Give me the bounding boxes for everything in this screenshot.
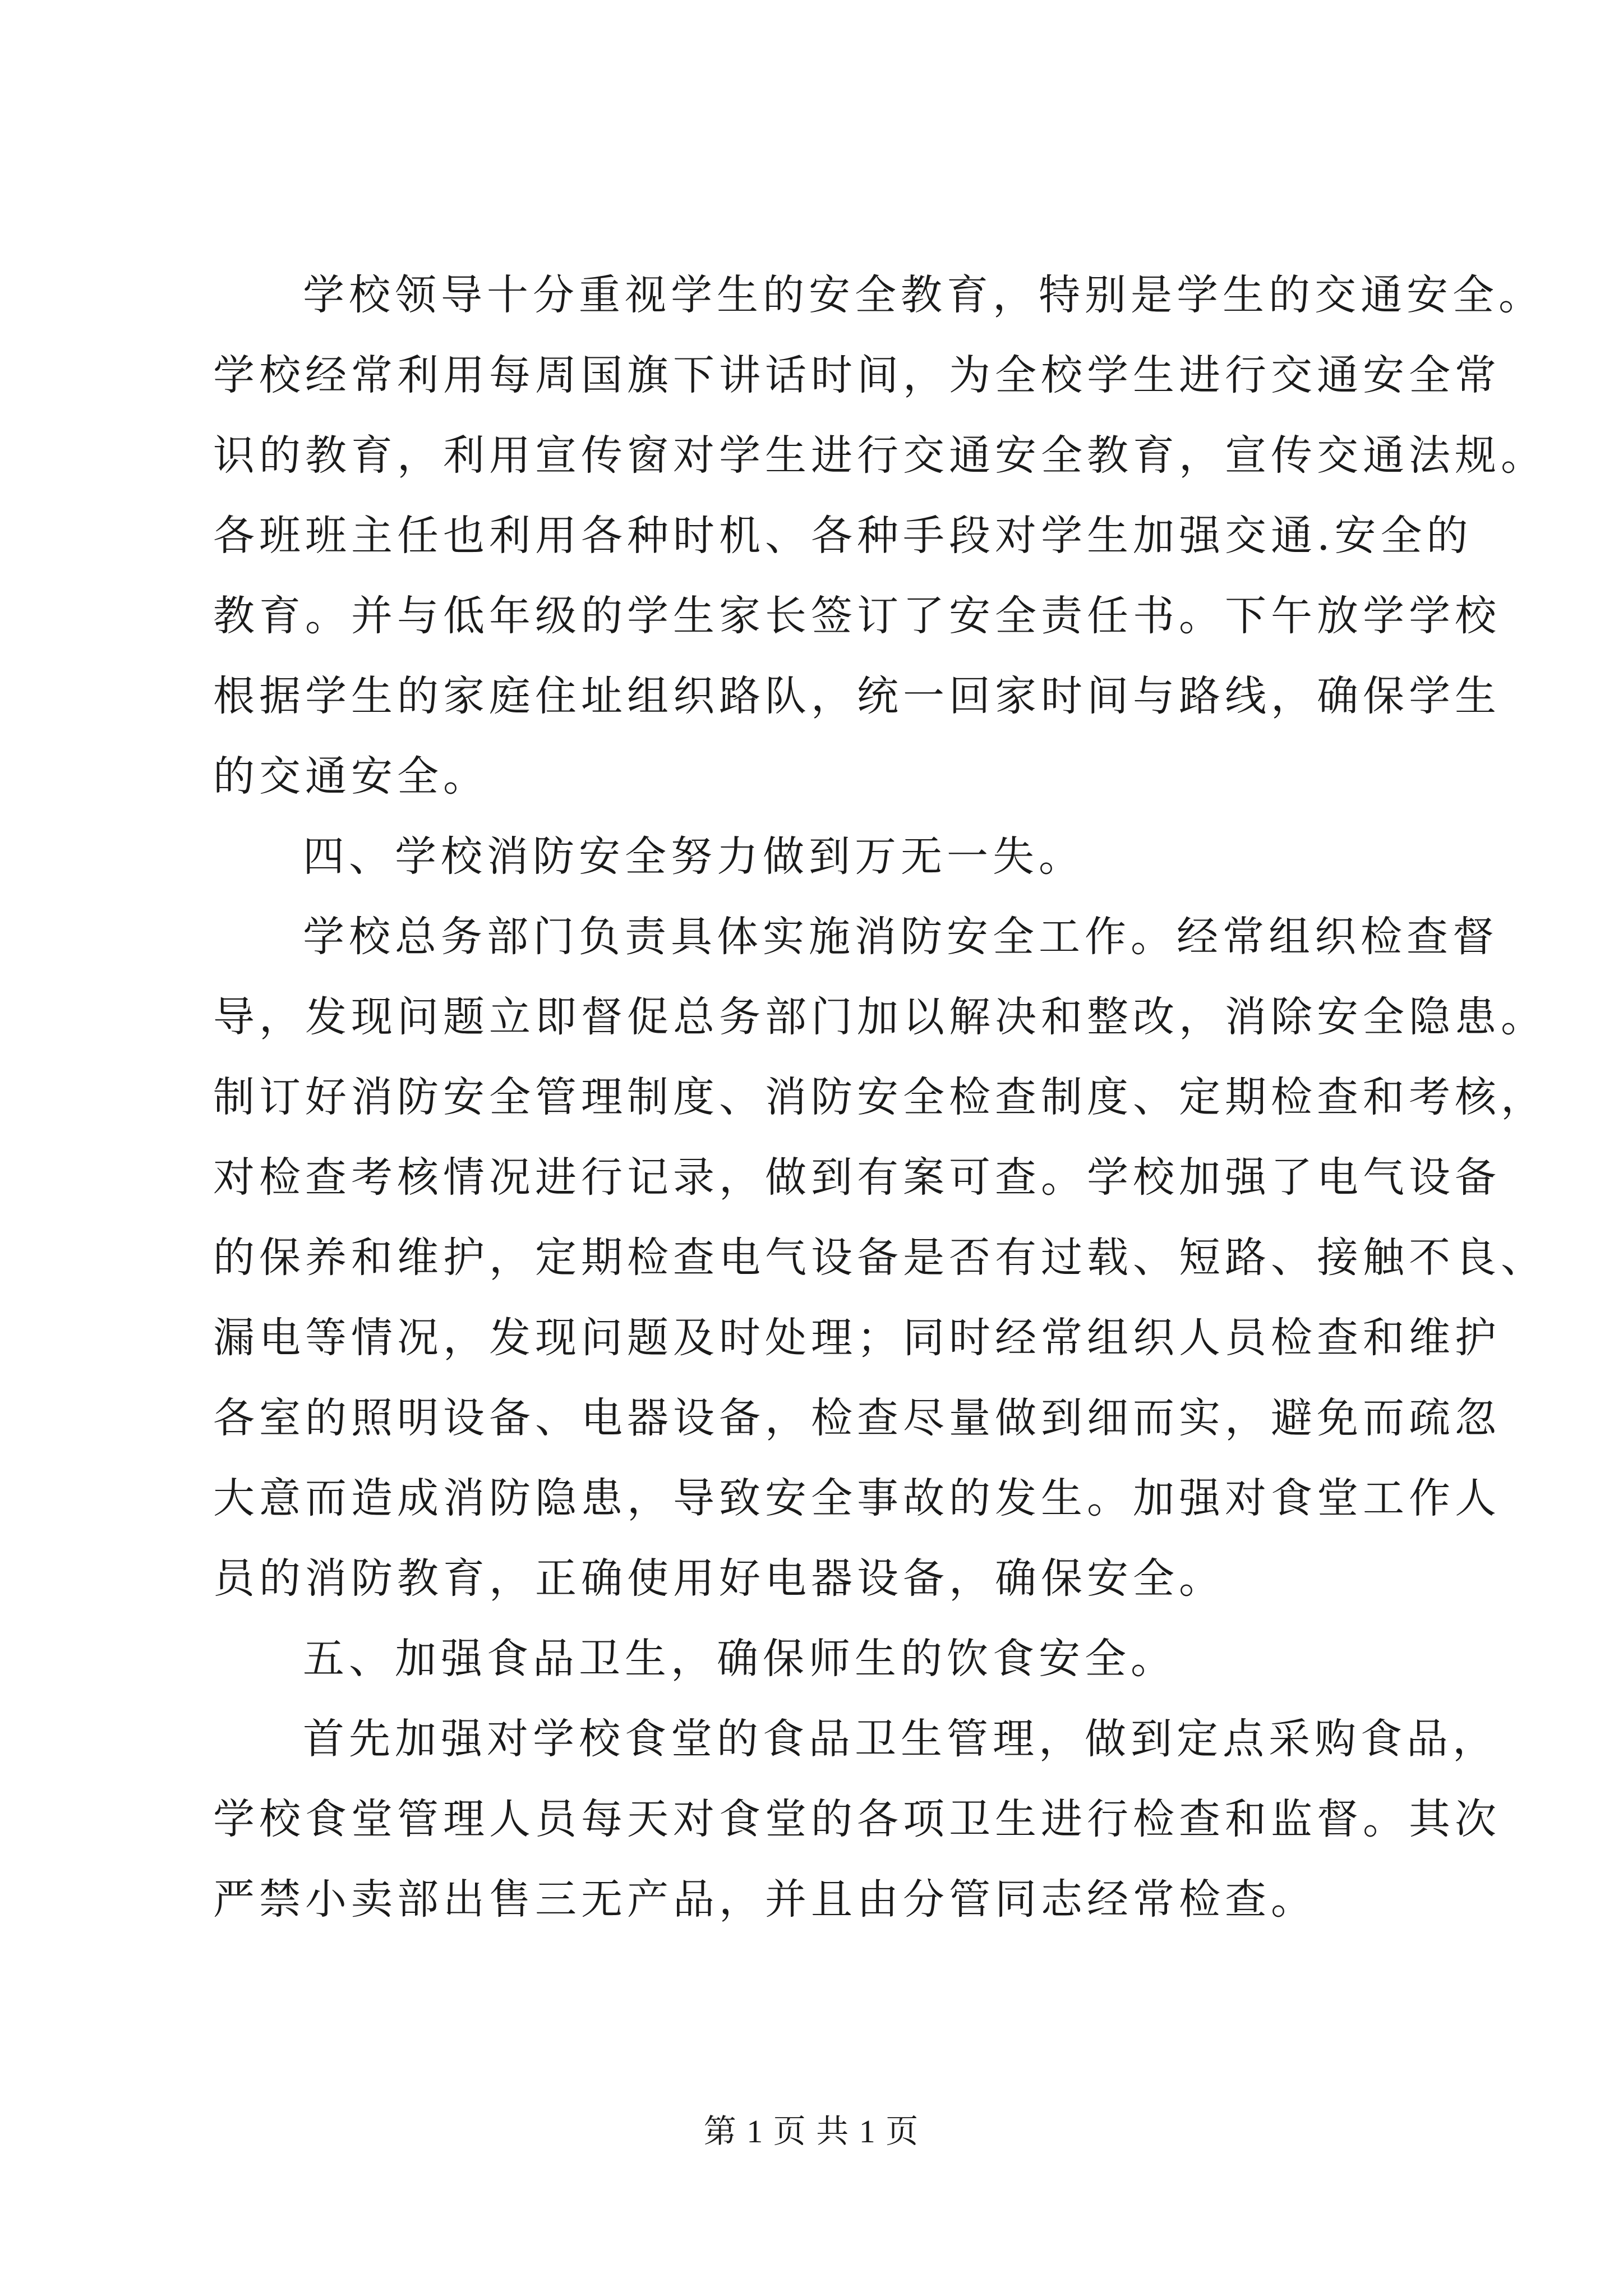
document-body: [213, 255, 1547, 1940]
paragraph-line: 对检查考核情况进行记录，做到有案可查。学校加强了电气设备: [213, 1153, 1501, 1202]
paragraph-line: 的保养和维护，定期检查电气设备是否有过载、短路、接触不良、: [213, 1234, 1547, 1282]
paragraph-line: 学校总务部门负责具体实施消防安全工作。经常组织检查督: [303, 913, 1498, 961]
paragraph-line: 各室的照明设备、电器设备，检查尽量做到细而实，避免而疏忽: [213, 1394, 1501, 1442]
section-heading-food-safety: 五、加强食品卫生，确保师生的饮食安全。: [303, 1635, 1177, 1683]
paragraph-line: 严禁小卖部出售三无产品，并且由分管同志经常检查。: [213, 1875, 1317, 1924]
section-heading-fire-safety: 四、学校消防安全努力做到万无一失。: [303, 832, 1085, 881]
paragraph-line: 教育。并与低年级的学生家长签订了安全责任书。下午放学学校: [213, 592, 1501, 640]
paragraph-line: 学校食堂管理人员每天对食堂的各项卫生进行检查和监督。其次: [213, 1795, 1501, 1843]
paragraph-line: 识的教育，利用宣传窗对学生进行交通安全教育，宣传交通法规。: [213, 431, 1547, 480]
paragraph-line: 大意而造成消防隐患，导致安全事故的发生。加强对食堂工作人: [213, 1474, 1501, 1522]
paragraph-line: 漏电等情况，发现问题及时处理；同时经常组织人员检查和维护: [213, 1314, 1501, 1362]
paragraph-line: 员的消防教育，正确使用好电器设备，确保安全。: [213, 1554, 1225, 1603]
paragraph-line: 根据学生的家庭住址组织路队，统一回家时间与路线，确保学生: [213, 672, 1501, 720]
paragraph-line: 学校领导十分重视学生的安全教育，特别是学生的交通安全。: [303, 271, 1544, 319]
paragraph-line: 各班班主任也利用各种时机、各种手段对学生加强交通.安全的: [213, 512, 1473, 560]
paragraph-line: 学校经常利用每周国旗下讲话时间，为全校学生进行交通安全常: [213, 351, 1501, 399]
paragraph-line: 制订好消防安全管理制度、消防安全检查制度、定期检查和考核，: [213, 1073, 1547, 1121]
paragraph-line: 首先加强对学校食堂的食品卫生管理，做到定点采购食品，: [303, 1715, 1498, 1763]
paragraph-line: 导，发现问题立即督促总务部门加以解决和整改，消除安全隐患。: [213, 993, 1547, 1041]
paragraph-line: 的交通安全。: [213, 752, 489, 800]
page-number-footer: 第 1 页 共 1 页: [703, 2113, 920, 2150]
